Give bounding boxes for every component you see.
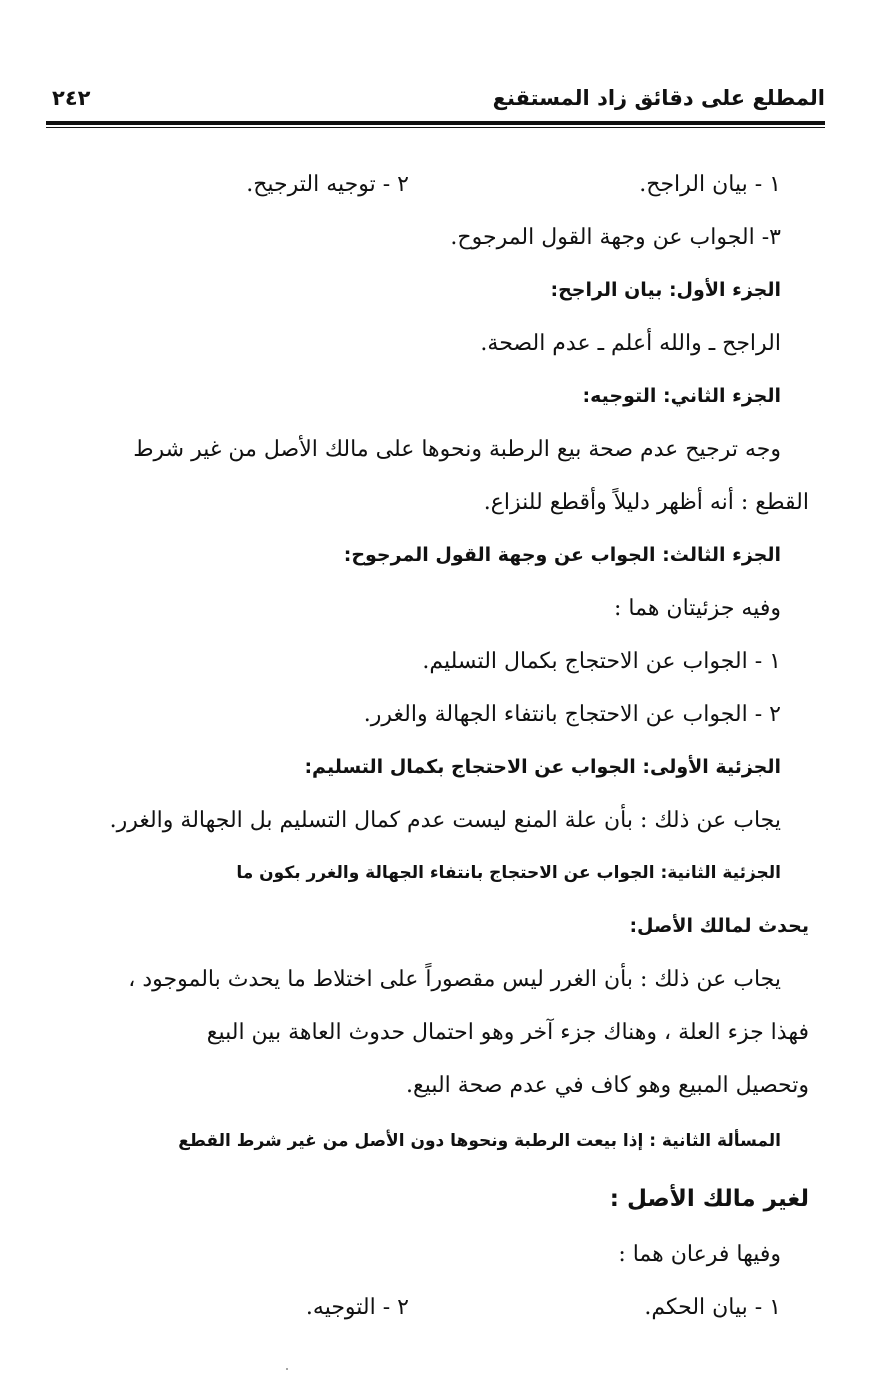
header-rule-thick	[46, 121, 825, 125]
issue-heading-cont: لغير مالك الأصل :	[609, 1186, 809, 1212]
section-heading: الجزء الثاني: التوجيه:	[582, 385, 781, 407]
section-heading-cont: يحدث لمالك الأصل:	[629, 915, 809, 937]
paragraph-line: فهذا جزء العلة ، وهناك جزء آخر وهو احتمال حدوث العاهة بين البيع	[206, 1020, 809, 1045]
paragraph: وفيه جزئيتان هما :	[614, 596, 781, 621]
section-heading: الجزئية الأولى: الجواب عن الاحتجاج بكمال التسليم:	[304, 756, 781, 778]
list-item: ٣- الجواب عن وجهة القول المرجوح.	[450, 225, 781, 250]
book-title: المطلع على دقائق زاد المستقنع	[492, 86, 825, 110]
paragraph-line: وجه ترجيح عدم صحة بيع الرطبة ونحوها على مالك الأصل من غير شرط	[133, 437, 781, 462]
list-item: ٢ - الجواب عن الاحتجاج بانتفاء الجهالة والغرر.	[363, 702, 781, 727]
issue-heading: المسألة الثانية : إذا بيعت الرطبة ونحوها دون الأصل من غير شرط القطع	[178, 1131, 781, 1151]
paragraph-line: يجاب عن ذلك : بأن الغرر ليس مقصوراً على اختلاط ما يحدث بالموجود ،	[128, 967, 781, 992]
list-item-text: ١ - بيان الراجح.	[639, 172, 781, 197]
header-rule-thin	[46, 127, 825, 128]
section-heading: الجزئية الثانية: الجواب عن الاحتجاج بانتفاء الجهالة والغرر بكون ما	[236, 863, 781, 883]
page-number: ٢٤٢	[52, 86, 91, 110]
running-header	[48, 84, 825, 118]
scan-speck	[286, 1368, 288, 1370]
list-item: ١ - الجواب عن الاحتجاج بكمال التسليم.	[422, 649, 781, 674]
list-item-text: ٢ - توجيه الترجيح.	[246, 172, 409, 197]
paragraph-line: وتحصيل المبيع وهو كاف في عدم صحة البيع.	[406, 1073, 809, 1098]
paragraph: الراجح ـ والله أعلم ـ عدم الصحة.	[480, 331, 781, 356]
list-item	[56, 1281, 809, 1334]
page-body	[56, 158, 809, 1334]
list-item-text: ٢ - التوجيه.	[305, 1295, 409, 1320]
section-heading: الجزء الأول: بيان الراجح:	[550, 279, 781, 301]
paragraph: يجاب عن ذلك : بأن علة المنع ليست عدم كمال التسليم بل الجهالة والغرر.	[109, 808, 781, 833]
paragraph: وفيها فرعان هما :	[618, 1242, 781, 1267]
list-item	[56, 158, 809, 211]
paragraph-line: القطع : أنه أظهر دليلاً وأقطع للنزاع.	[483, 490, 809, 515]
list-item-text: ١ - بيان الحكم.	[644, 1295, 781, 1320]
section-heading: الجزء الثالث: الجواب عن وجهة القول المرجوح:	[343, 544, 781, 566]
